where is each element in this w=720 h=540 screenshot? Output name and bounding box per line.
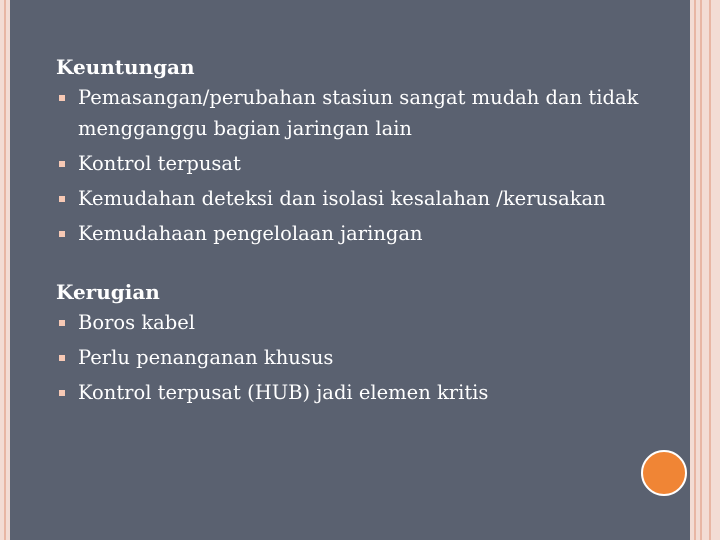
square-bullet-icon <box>59 196 65 202</box>
list-item-text: Perlu penanganan khusus <box>78 346 334 369</box>
list-item <box>56 148 656 179</box>
list-item <box>56 183 656 214</box>
list-item <box>56 218 656 249</box>
disadvantages-title: Kerugian <box>56 280 160 304</box>
disadvantages-list <box>56 307 656 408</box>
square-bullet-icon <box>59 320 65 326</box>
right-decorative-line <box>700 0 702 540</box>
list-item-text: Boros kabel <box>78 311 196 334</box>
list-item-text: Kemudahan deteksi dan isolasi kesalahan /kerusakan <box>78 187 606 210</box>
left-decorative-line <box>4 0 6 540</box>
list-item <box>56 377 656 408</box>
disadvantages-section <box>56 277 656 408</box>
advantages-title: Keuntungan <box>56 55 195 79</box>
square-bullet-icon <box>59 390 65 396</box>
list-item <box>56 82 656 144</box>
list-item-text: Kontrol terpusat <box>78 152 241 175</box>
right-decorative-line <box>694 0 696 540</box>
list-item-text: Pemasangan/perubahan stasiun sangat mudah dan tidak mengganggu bagian jaringan lain <box>78 86 639 140</box>
list-item <box>56 307 656 338</box>
right-decorative-line <box>709 0 711 540</box>
orange-circle-decoration <box>641 450 687 496</box>
list-item <box>56 342 656 373</box>
slide-panel <box>10 0 690 540</box>
list-item-text: Kontrol terpusat (HUB) jadi elemen kritis <box>78 381 489 404</box>
slide-content <box>56 52 656 412</box>
square-bullet-icon <box>59 95 65 101</box>
list-item-text: Kemudahaan pengelolaan jaringan <box>78 222 423 245</box>
square-bullet-icon <box>59 161 65 167</box>
advantages-list <box>56 82 656 249</box>
square-bullet-icon <box>59 355 65 361</box>
square-bullet-icon <box>59 231 65 237</box>
